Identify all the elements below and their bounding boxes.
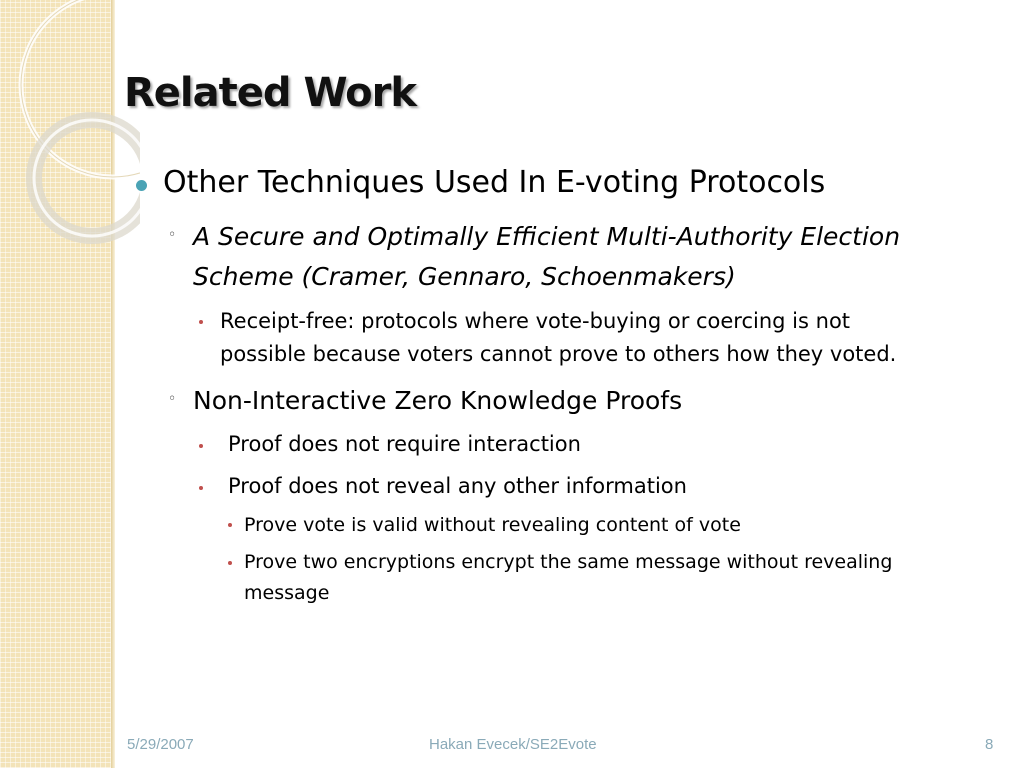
footer-page-number: 8: [985, 736, 994, 753]
small-bullet-icon: [199, 486, 203, 490]
item-a-line1: A Secure and Optimally Efficient Multi-Authority Election: [193, 222, 901, 251]
item-b-sub2: Proof does not reveal any other information: [228, 474, 687, 498]
item-b-sub2-item1: Prove vote is valid without revealing content of vote: [244, 514, 741, 536]
item-b-sub2-item2-line1: Prove two encryptions encrypt the same message without revealing: [244, 551, 893, 573]
small-bullet-icon: [228, 523, 232, 527]
item-a-line2: Scheme (Cramer, Gennaro, Schoenmakers): [193, 262, 736, 291]
item-a-sub-line1: Receipt-free: protocols where vote-buying or coercing is not: [220, 309, 851, 333]
slide-title: Related Work: [124, 70, 416, 116]
footer-author: Hakan Evecek/SE2Evote: [429, 736, 597, 753]
item-b-sub2-item2-line2: message: [244, 582, 330, 604]
item-b-text: Non-Interactive Zero Knowledge Proofs: [193, 386, 683, 415]
bullet-level1-text: Other Techniques Used In E-voting Protocols: [163, 165, 826, 200]
small-bullet-icon: [199, 444, 203, 448]
ring-bullet-icon: ◦: [168, 391, 177, 407]
bullet-level1-icon: [136, 180, 147, 191]
item-a-sub-line2: possible because voters cannot prove to others how they voted.: [220, 342, 897, 366]
footer-date: 5/29/2007: [127, 736, 194, 753]
small-bullet-icon: [228, 561, 232, 565]
small-bullet-icon: [199, 320, 203, 324]
ring-bullet-icon: ◦: [168, 227, 177, 243]
item-b-sub1: Proof does not require interaction: [228, 432, 581, 456]
